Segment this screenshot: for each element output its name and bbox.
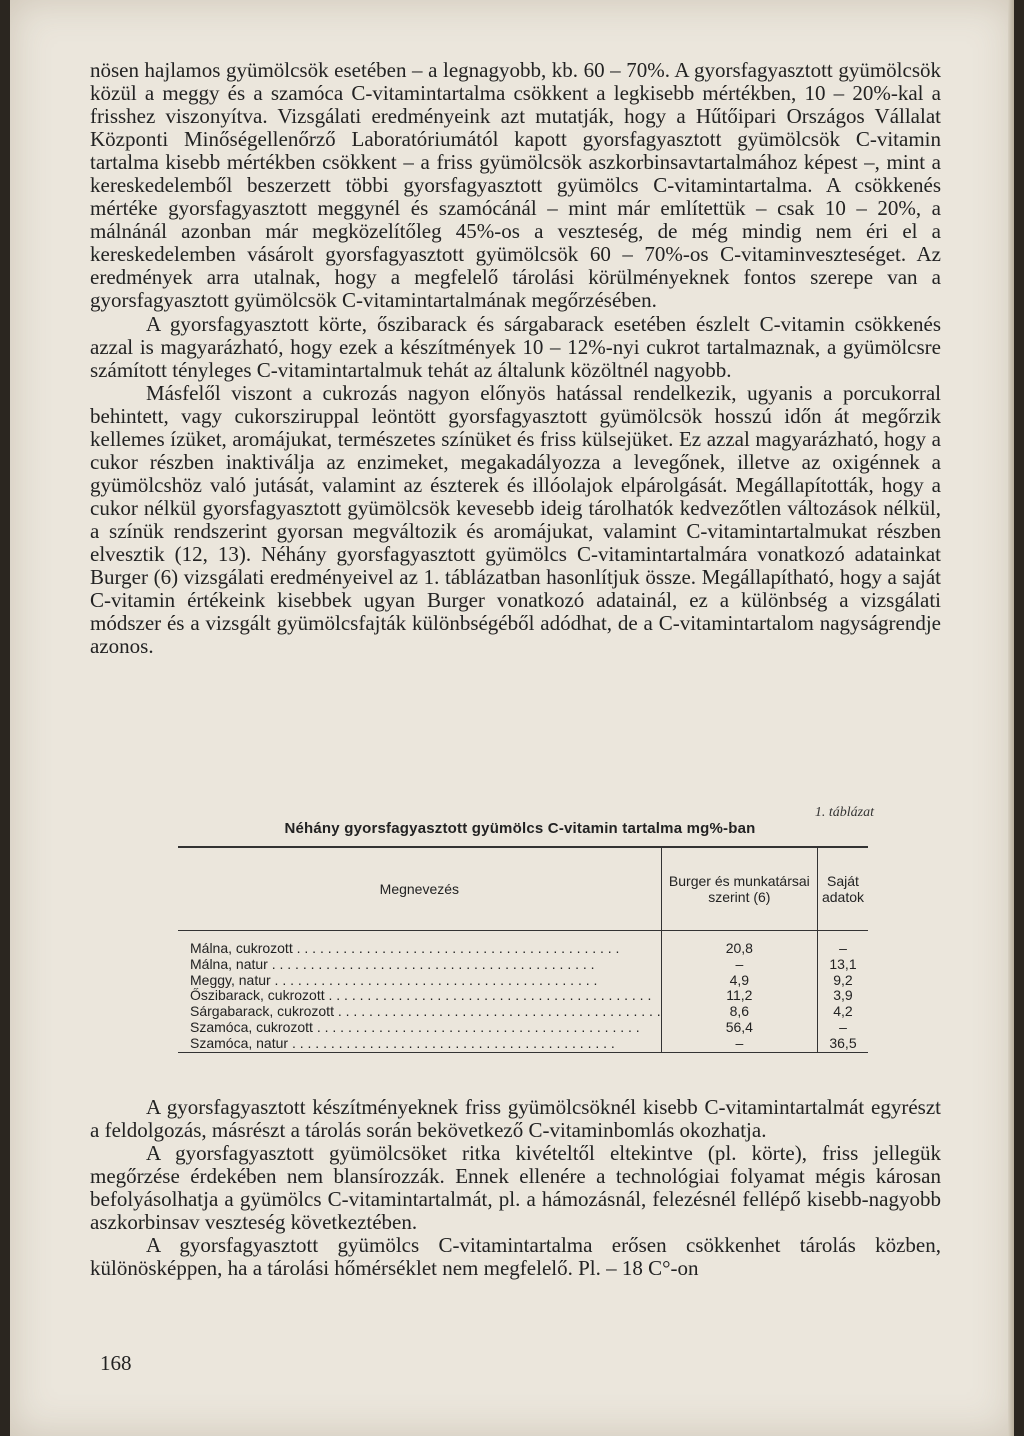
own-value: 3,9 xyxy=(817,988,868,1004)
paragraph: A gyorsfagyasztott gyümölcs C-vitamintartalma erősen csökkenhet tárolás közben, különösképpen, ha a tárolási hőmérséklet nem megfelelő. Pl. – 18 C°-on xyxy=(90,1233,941,1281)
table-row xyxy=(178,988,868,1004)
fruit-name: Sárgabarack, cukrozott xyxy=(190,1004,334,1020)
paragraph: A gyorsfagyasztott készítményeknek friss gyümölcsöknél kisebb C-vitamintartalmát egyrészt a feldolgozás, másrészt a tárolás során bekövetkező C-vitaminbomlás okozhatja. xyxy=(90,1095,941,1143)
own-value: 4,2 xyxy=(817,1004,868,1020)
paragraph: Másfelől viszont a cukrozás nagyon előnyös hatással rendelkezik, ugyanis a porcukorral behintett, vagy cukorsziruppal leöntött gyorsfagyasztott gyümölcsök hosszú időn át megőrzik kellemes ízüket, aromájukat, természetes színüket és friss külsejüket. Ez azzal magyarázható, hogy a cukor részben inaktiválja az enzimeket, megakadályozza a levegőnek, illetve az oxigénnek a gyümölcshöz való jutását, valamint az észterek és illóolajok elpárolgását. Megállapították, hogy a cukor nélkül gyorsfagyasztott gyümölcsök kevesebb ideig tárolhatók kedvezőtlen változások nélkül, a színük rendszerint gyorsan megváltozik és aromájukat, valamint C-vitamintartalmukat részben elvesztik (12, 13). Néhány gyorsfagyasztott gyümölcs C-vitamintartalmára vonatkozó adatainkat Burger (6) vizsgálati eredményeivel az 1. táblázatban hasonlítjuk össze. Megállapítható, hogy a saját C-vitamin értékeink kisebbek ugyan Burger vonatkozó adatainál, ez a különbség a vizsgálati módszer és a vizsgált gyümölcsfajták különbségéből adódhat, de a C-vitamintartalom nagyságrendje azonos. xyxy=(90,380,941,659)
burger-value: 4,9 xyxy=(661,973,817,989)
vitamin-c-table xyxy=(178,846,868,1053)
table-row xyxy=(178,957,868,973)
fruit-name: Málna, natur xyxy=(190,956,268,972)
burger-value: – xyxy=(661,1036,817,1052)
fruit-name: Meggy, natur xyxy=(190,972,271,988)
table-row xyxy=(178,973,868,989)
fruit-name: Szamóca, natur xyxy=(190,1035,289,1051)
table-header-row xyxy=(178,847,868,931)
body-text-bottom xyxy=(90,1096,941,1280)
burger-value: 20,8 xyxy=(661,931,817,957)
burger-value: – xyxy=(661,957,817,973)
burger-value: 11,2 xyxy=(661,988,817,1004)
table-title: Néhány gyorsfagyasztott gyümölcs C-vitamin tartalma mg%-ban xyxy=(284,820,756,837)
own-value: 9,2 xyxy=(817,973,868,989)
own-value: 36,5 xyxy=(817,1036,868,1052)
own-value: 13,1 xyxy=(817,957,868,973)
own-value: – xyxy=(817,1020,868,1036)
table-row xyxy=(178,931,868,957)
paragraph: A gyorsfagyasztott gyümölcsöket ritka kivételtől eltekintve (pl. körte), friss jellegük megőrzése érdekében nem blansírozzák. Ennek ellenére a technológiai folyamat mégis károsan befolyásolhatja a gyümölcs C-vitamintartalmát, pl. a hámozásnál, felezésnél fellépő kisebb-nagyobb aszkorbinsav veszteség következtében. xyxy=(90,1141,941,1235)
column-header-own-data: Saját adatok xyxy=(817,847,868,931)
paragraph: nösen hajlamos gyümölcsök esetében – a legnagyobb, kb. 60 – 70%. A gyorsfagyasztott gyümölcsök közül a meggy és a szamóca C-vitamintartalma csökkent a legkisebb mértékben, 10 – 20%-kal a frisshez viszonyítva. Vizsgálati eredményeink azt mutatják, hogy a Hűtőipari Országos Vállalat Központi Minőségellenőrző Laboratóriumától kapott gyorsfagyasztott gyümölcsök C-vitamin tartalma kisebb mértékben csökkent – a friss gyümölcsök aszkorbinsavtartalmához képest –, mint a kereskedelemből beszerzett többi gyorsfagyasztott gyümölcs C-vitamintartalma. A csökkenés mértéke gyorsfagyasztott meggynél és szamócánál – mint már említettük – csak 10 – 20%, a málnánál azonban már megközelítőleg 45%-os a veszteség, de még mindig nem éri el a kereskedelemben vásárolt gyorsfagyasztott gyümölcsök 60 – 70%-os C-vitaminveszteséget. Az eredmények arra utalnak, hogy a megfelelő tárolási körülményeknek fontos szerepe van a gyorsfagyasztott gyümölcsök C-vitamintartalmának megőrzésében. xyxy=(90,58,941,313)
book-page xyxy=(10,0,1014,1436)
fruit-name: Málna, cukrozott xyxy=(190,940,293,956)
fruit-name: Őszibarack, cukrozott xyxy=(190,988,325,1004)
burger-value: 8,6 xyxy=(661,1004,817,1020)
column-header-burger: Burger és munkatársai szerint (6) xyxy=(661,847,817,931)
table-row xyxy=(178,1020,868,1036)
page-number: 168 xyxy=(100,1351,132,1375)
body-text-top xyxy=(90,59,941,658)
table-caption: 1. táblázat xyxy=(814,805,874,820)
own-value: – xyxy=(817,931,868,957)
table-row xyxy=(178,1004,868,1020)
column-header-name: Megnevezés xyxy=(178,847,661,931)
fruit-name: Szamóca, cukrozott xyxy=(190,1019,313,1035)
table-row xyxy=(178,1036,868,1052)
burger-value: 56,4 xyxy=(661,1020,817,1036)
paragraph: A gyorsfagyasztott körte, őszibarack és sárgabarack esetében észlelt C-vitamin csökkenés azzal is magyarázható, hogy ezek a készítmények 10 – 12%-nyi cukrot tartalmaznak, a gyümölcsre számított tényleges C-vitamintartalmuk tehát az általunk közöltnél nagyobb. xyxy=(90,311,941,382)
